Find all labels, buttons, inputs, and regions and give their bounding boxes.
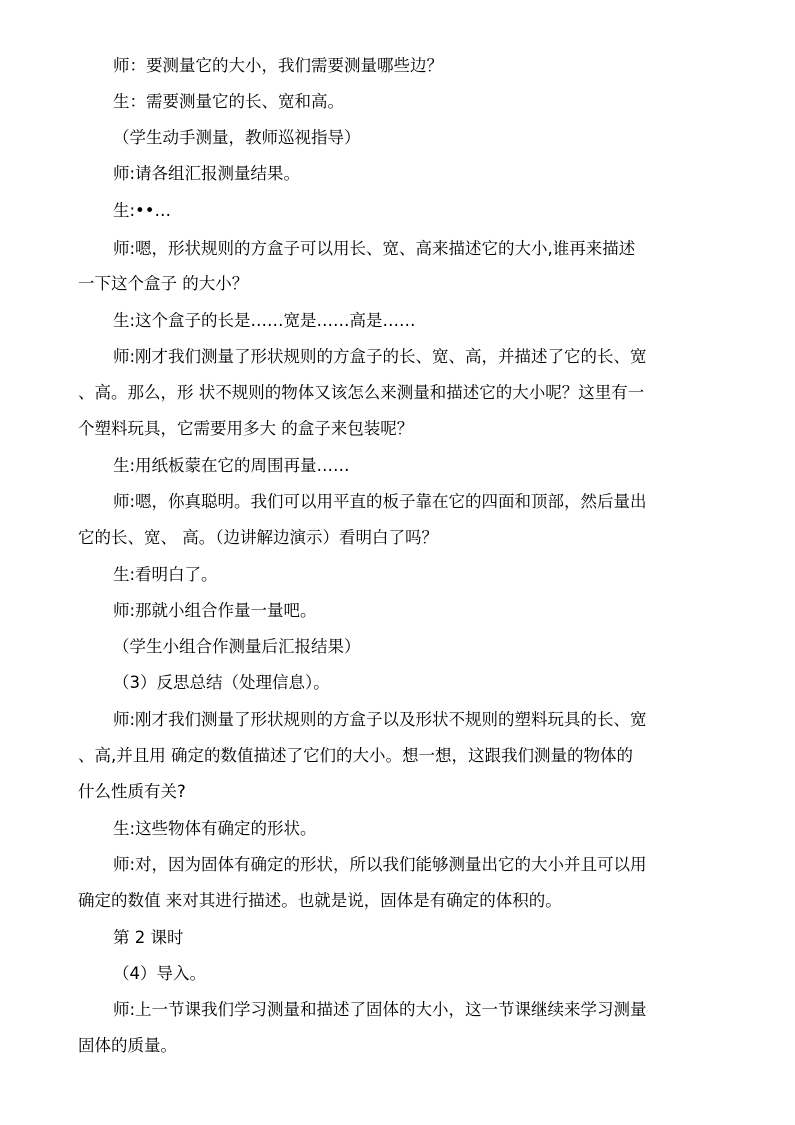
text-line: 师:上一节课我们学习测量和描述了固体的大小，这一节课继续来学习测量: [113, 1000, 647, 1019]
text-line: 生:这些物体有确定的形状。: [113, 819, 317, 838]
text-line: 师:嗯，你真聪明。我们可以用平直的板子靠在它的四面和顶部，然后量出: [113, 492, 647, 511]
text-line: 确定的数值 来对其进行描述。也就是说，固体是有确定的体积的。: [78, 891, 562, 910]
text-line: 、高。那么，形 状不规则的物体又该怎么来测量和描述它的大小呢？这里有一: [78, 383, 645, 402]
text-line: 师:那就小组合作量一量吧。: [113, 601, 317, 620]
text-line: 师:刚才我们测量了形状规则的方盒子以及形状不规则的塑料玩具的长、宽: [113, 710, 647, 729]
text-line: 生:••…: [113, 201, 172, 220]
text-line: 生：需要测量它的长、宽和高。: [113, 92, 344, 111]
text-line: 生:用纸板蒙在它的周围再量……: [113, 456, 350, 475]
text-line: 、高,并且用 确定的数值描述了它们的大小。想一想，这跟我们测量的物体的: [78, 746, 633, 765]
text-line: 师:刚才我们测量了形状规则的方盒子的长、宽、高，并描述了它的长、宽: [113, 347, 647, 366]
text-line: 师：要测量它的大小，我们需要测量哪些边？: [113, 56, 443, 75]
text-line: （学生小组合作测量后汇报结果）: [113, 637, 361, 656]
text-line: 它的长、宽、 高。（边讲解边演示）看明白了吗？: [78, 528, 438, 547]
text-line: （3）反思总结（处理信息）。: [113, 673, 330, 692]
text-line: 生:看明白了。: [113, 565, 218, 584]
text-line: 师:嗯，形状规则的方盒子可以用长、宽、高来描述它的大小,谁再来描述: [113, 239, 636, 258]
text-line: （4）导入。: [113, 964, 206, 983]
text-line: 师:对，因为固体有确定的形状，所以我们能够测量出它的大小并且可以用: [113, 855, 647, 874]
section-heading: 第 2 课时: [113, 928, 184, 947]
text-line: 什么性质有关?: [78, 782, 186, 801]
text-line: 固体的质量。: [78, 1036, 177, 1055]
text-line: 师:请各组汇报测量结果。: [113, 164, 301, 183]
text-line: 一下这个盒子 的大小？: [78, 274, 249, 293]
text-line: 生:这个盒子的长是……宽是……高是……: [113, 311, 416, 330]
text-line: （学生动手测量，教师巡视指导）: [113, 128, 361, 147]
text-line: 个塑料玩具，它需要用多大 的盒子来包装呢？: [78, 419, 414, 438]
